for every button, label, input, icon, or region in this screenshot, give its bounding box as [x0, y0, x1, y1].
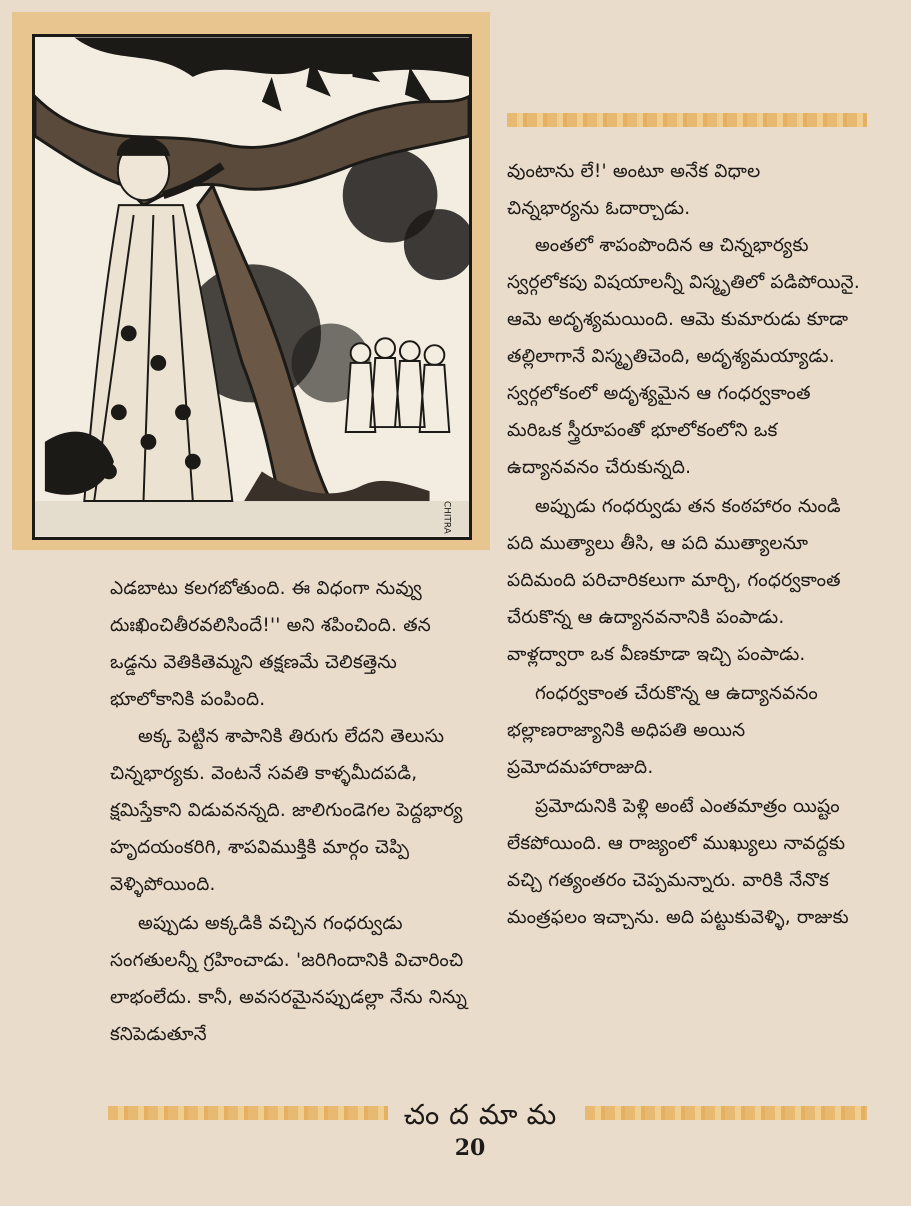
paragraph: అక్క పెట్టిన శాపానికి తిరుగు లేదని తెలుసు చిన్నభార్యకు. వెంటనే సవతి కాళ్ళమీదపడి, క్షమిస్తేకాని విడువనన్నది. జాలిగుండెగల పెద్దభార్య హృదయంకరిగి, శాపవిముక్తికి మార్గం చెప్పి వెళ్ళిపోయింది.: [110, 726, 463, 895]
paragraph: గంధర్వకాంత చేరుకొన్న ఆ ఉద్యానవనం భల్లాణరాజ్యానికి అధిపతి అయిన ప్రమోదమహారాజుది.: [507, 683, 818, 778]
paragraph: అప్పుడు గంధర్వుడు తన కంఠహారం నుండి పది ముత్యాలు తీసి, ఆ పది ముత్యాలనూ పదిమంది పరిచారికలుగా మార్చి, గంధర్వకాంత చేరుకొన్న ఆ ఉద్యానవనానికి పంపాడు. వాళ్లద్వారా ఒక వీణకూడా ఇచ్చి పంపాడు.: [507, 496, 841, 665]
paragraph: ప్రమోదునికి పెళ్లి అంటే ఎంతమాత్రం యిష్టం లేకపోయింది. ఆ రాజ్యంలో ముఖ్యులు నావద్దకు వచ్చి గత్యంతరం చెప్పమన్నారు. వారికి నేనొక మంత్రఫలం ఇచ్చాను. అది పట్టుకువెళ్ళి, రాజుకు: [507, 796, 849, 928]
illustration-drawing: [35, 37, 469, 537]
paragraph: చిన్నభార్యను ఓదార్చాడు.: [507, 198, 691, 219]
page-number: 20: [454, 1135, 486, 1161]
ornament-band-footer-left: [108, 1106, 388, 1120]
paragraph: వుంటాను లే!' అంటూ అనేక విధాల: [507, 161, 761, 182]
paragraph: అంతలో శాపంపొందిన ఆ చిన్నభార్యకు స్వర్గలోకపు విషయాలన్నీ విస్మృతిలో పడిపోయినై. ఆమె అదృశ్యమయింది. ఆమె కుమారుడు కూడా తల్లిలాగానే విస్మృతిచెంది, అదృశ్యమయ్యాడు. స్వర్గలోకంలో అదృశ్యమైన ఆ గంధర్వకాంత మరిఒక స్త్రీరూపంతో భూలోకంలోని ఒక ఉద్యానవనం చేరుకున్నది.: [507, 235, 860, 478]
illustration-signature: CHITRA: [441, 501, 452, 534]
paragraph: అప్పుడు అక్కడికి వచ్చిన గంధర్వుడు సంగతులన్నీ గ్రహించాడు. 'జరిగిందానికి విచారించి లాభంలేదు. కానీ, అవసరమైనప్పుడల్లా నేను నిన్ను కనిపెడుతూనే: [110, 913, 468, 1045]
illustration-frame: [12, 12, 490, 550]
right-column: [507, 153, 867, 938]
paragraph: ఎడబాటు కలగబోతుంది. ఈ విధంగా నువ్వు దుఃఖించితీరవలిసిందే!'' అని శపించింది. తన ఒడ్డను వెతికితెమ్మని తక్షణమే చెలికత్తెను భూలోకానికి పంపింది.: [110, 578, 431, 710]
story-illustration: [32, 34, 472, 540]
magazine-title: చందమామ: [403, 1098, 567, 1131]
ornament-band-footer-right: [585, 1106, 867, 1120]
ornament-band-top: [507, 113, 867, 127]
left-column: [110, 570, 482, 1055]
